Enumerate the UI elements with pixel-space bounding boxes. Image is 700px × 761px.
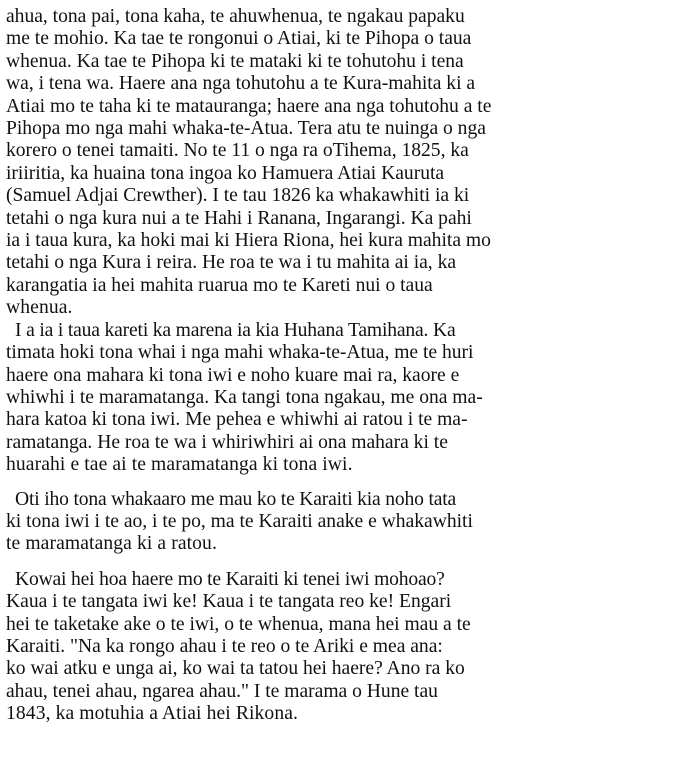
text-line: Kowai hei hoa haere mo te Karaiti ki tenei iwi mohoao? [15,568,445,590]
text-line: haere ona mahara ki tona iwi e noho kuare mai ra, kaore e [6,364,460,386]
text-line: hei te taketake ake o te iwi, o te whenua, mana hei mau a te [6,613,471,635]
text-line: Oti iho tona whakaaro me mau ko te Karaiti kia noho tata [15,488,457,510]
text-line: ahau, tenei ahau, ngarea ahau." I te marama o Hune tau [6,680,438,702]
text-line: me te mohio. Ka tae te rongonui o Atiai, ki te Pihopa o taua [6,28,472,50]
paragraph-4 [6,569,695,726]
text-line: Pihopa mo nga mahi whaka-te-Atua. Tera atu te nuinga o nga [6,118,486,140]
text-line: whiwhi i te maramatanga. Ka tangi tona ngakau, me ona ma- [6,386,483,408]
text-line: tetahi o nga Kura i reira. He roa te wa i tu mahita ai ia, ka [6,252,457,274]
text-line: whenua. Ka tae te Pihopa ki te mataki ki te tohutohu i tena [6,50,464,72]
paragraph-2 [6,320,695,477]
text-line: whenua. [6,297,73,319]
text-line: Atiai mo te taha ki te matauranga; haere ana nga tohutohu a te [6,95,492,117]
text-line: (Samuel Adjai Crewther). I te tau 1826 ka whakawhiti ia ki [6,185,470,207]
text-line: hara katoa ki tona iwi. Me pehea e whiwhi ai ratou i te ma- [6,409,468,431]
text-line: Karaiti. "Na ka rongo ahau i te reo o te Ariki e mea ana: [6,635,443,657]
text-line: karangatia ia hei mahita ruarua mo te Kareti nui o taua [6,274,433,296]
text-line: ia i taua kura, ka hoki mai ki Hiera Riona, hei kura mahita mo [6,230,491,252]
text-line: timata hoki tona whai i nga mahi whaka-te-Atua, me te huri [6,342,474,364]
text-line: huarahi e tae ai te maramatanga ki tona iwi. [6,454,353,476]
text-line: Kaua i te tangata iwi ke! Kaua i te tangata reo ke! Engari [6,591,452,613]
text-line: te maramatanga ki a ratou. [6,533,217,555]
text-line: ko wai atku e unga ai, ko wai ta tatou hei haere? Ano ra ko [6,658,465,680]
paragraph-1 [6,6,695,320]
text-line: iriiritia, ka huaina tona ingoa ko Hamuera Atiai Kauruta [6,162,445,184]
text-line: ki tona iwi i te ao, i te po, ma te Karaiti anake e whakawhiti [6,510,473,532]
text-line: 1843, ka motuhia a Atiai hei Rikona. [6,703,299,725]
text-line: I a ia i taua kareti ka marena ia kia Huhana Tamihana. Ka [15,319,456,341]
text-line: ramatanga. He roa te wa i whiriwhiri ai ona mahara ki te [6,431,448,453]
paragraph-3 [6,489,695,556]
text-line: ahua, tona pai, tona kaha, te ahuwhenua, te ngakau papaku [6,6,465,27]
text-line: wa, i tena wa. Haere ana nga tohutohu a te Kura-mahita ki a [6,73,476,95]
text-line: tetahi o nga kura nui a te Hahi i Ranana, Ingarangi. Ka pahi [6,207,472,229]
text-line: korero o tenei tamaiti. No te 11 o nga ra oTihema, 1825, ka [6,140,469,162]
